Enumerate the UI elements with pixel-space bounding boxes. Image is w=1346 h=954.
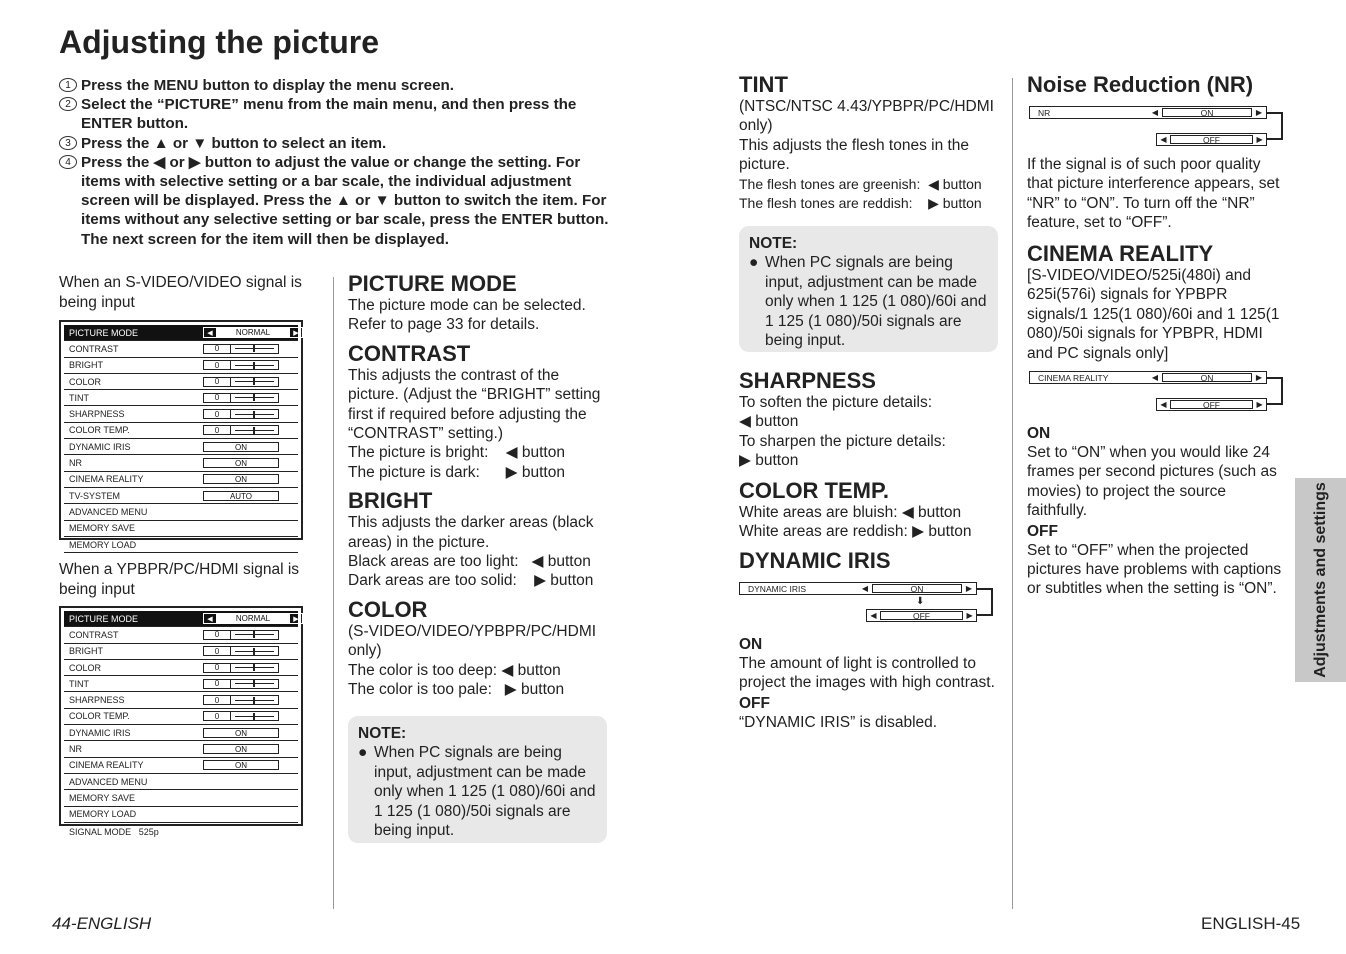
menu-row: PICTURE MODE ◀ NORMAL ▶	[64, 611, 298, 627]
dynamic-iris-osd: DYNAMIC IRIS ◀ ON ▶	[739, 582, 977, 595]
menu-row: BRIGHT 0	[64, 358, 298, 374]
loop-bracket	[1267, 377, 1283, 405]
sharpness-heading: SHARPNESS	[739, 368, 876, 393]
column-divider	[1012, 78, 1013, 909]
page-number-right: ENGLISH-45	[1201, 914, 1301, 933]
left-arrow-icon: ◀	[870, 611, 877, 620]
adjust-bar: 0	[203, 711, 279, 721]
adjust-bar: 0	[203, 344, 279, 354]
nr-osd: NR ◀ ON ▶	[1029, 106, 1267, 119]
adjust-bar: 0	[203, 377, 279, 387]
column-3-lower: SHARPNESS To soften the picture details: ◀ button To sharpen the picture details: ▶ button COLOR TEMP. White areas are bluish: ◀ button White areas are reddish: ▶ button DYNAMIC IRIS	[739, 369, 1001, 573]
adjust-bar: 0	[203, 425, 279, 435]
signal-mode: SIGNAL MODE 525p	[69, 826, 159, 837]
cinema-reality-desc: ON Set to “ON” when you would like 24 frames per second pictures (such as movies) to project the source faithfully. OFF Set to “OFF” when the projected pictures have problems with captions or subtitles when the setting is “ON”.	[1027, 425, 1282, 598]
adjust-bar: 0	[203, 630, 279, 640]
page-title: Adjusting the picture	[59, 24, 379, 60]
left-arrow-icon: ◀	[207, 329, 213, 337]
step-2: 2 Select the “PICTURE” menu from the main menu, and then press the ENTER button.	[59, 95, 614, 133]
adjust-bar: 0	[203, 679, 279, 689]
menu-row: ADVANCED MENU	[64, 774, 298, 790]
loop-bracket	[977, 588, 993, 616]
color-temp-heading: COLOR TEMP.	[739, 477, 889, 503]
loop-bracket	[1267, 112, 1283, 140]
menu-row: SHARPNESS 0	[64, 406, 298, 422]
column-3: TINT (NTSC/NTSC 4.43/YPBPR/PC/HDMI only) This adjusts the flesh tones in the picture. The flesh tones are greenish: ◀ button The flesh tones are reddish: ▶ button	[739, 73, 1001, 213]
menu-row: SHARPNESS 0	[64, 692, 298, 708]
menu-row: NR ON	[64, 455, 298, 471]
adjust-bar: 0	[203, 663, 279, 673]
menu-row: MEMORY SAVE	[64, 521, 298, 537]
menu-row: CONTRAST 0	[64, 627, 298, 643]
menu-row: COLOR 0	[64, 660, 298, 676]
nr-osd-off: ◀ OFF ▶	[1156, 133, 1267, 146]
bullet-icon: ●	[749, 254, 759, 272]
right-arrow-icon: ▶	[1255, 108, 1263, 117]
menu-row: ADVANCED MENU	[64, 504, 298, 520]
menu-row: PICTURE MODE ◀ NORMAL ▶	[64, 325, 298, 341]
column-divider	[333, 277, 334, 909]
menu-row: TINT 0	[64, 390, 298, 406]
right-arrow-icon: ▶	[1256, 135, 1263, 144]
menu-row: CONTRAST 0	[64, 341, 298, 357]
menu-row: TV-SYSTEM AUTO	[64, 488, 298, 504]
menu-row: COLOR 0	[64, 374, 298, 390]
column-4	[1027, 73, 1289, 97]
step-1: 1 Press the MENU button to display the menu screen.	[59, 76, 614, 95]
menu1-caption: When an S-VIDEO/VIDEO signal is being input	[59, 274, 302, 311]
left-arrow-icon: ◀	[1160, 400, 1167, 409]
adjust-bar: 0	[203, 360, 279, 370]
bullet-icon: ●	[358, 744, 368, 762]
right-arrow-icon: ▶	[1256, 400, 1263, 409]
page-number-left: 44-ENGLISH	[52, 914, 152, 933]
adjust-bar: 0	[203, 409, 279, 419]
picture-mode-heading: PICTURE MODE	[348, 271, 517, 296]
right-arrow-icon: ▶	[966, 611, 973, 620]
picture-menu-ypbpr	[59, 606, 303, 837]
side-tab: Adjustments and settings	[1295, 478, 1346, 682]
tint-heading: TINT	[739, 72, 788, 97]
menu-row: CINEMA REALITY ON	[64, 472, 298, 488]
instruction-steps	[59, 76, 614, 249]
nr-heading: Noise Reduction (NR)	[1027, 72, 1254, 97]
left-arrow-icon: ◀	[1151, 373, 1159, 382]
menu-row: DYNAMIC IRIS ON	[64, 439, 298, 455]
menu-row: MEMORY SAVE	[64, 790, 298, 806]
left-arrow-icon: ◀	[1151, 108, 1159, 117]
step-4: 4 Press the ◀ or ▶ button to adjust the value or change the setting. For items with selective setting or a bar scale, the individual adjustment screen will be displayed. Press the ▲ or ▼ button to switch the item. For items without any selective setting or bar scale, press the ENTER button. The next screen for the item will then be displayed.	[59, 153, 614, 249]
adjust-bar: 0	[203, 646, 279, 656]
column-2: PICTURE MODE The picture mode can be selected. Refer to page 33 for details. CONTRAST This adjusts the contrast of the picture. (Adjust the “BRIGHT” setting first if required before adjusting the “CONTRAST” setting.) The picture is bright: ◀ button The picture is dark: ▶ button BRIGHT This adjusts the darker areas (black areas) in the picture. Black areas are too light: ◀ button Dark areas are too solid: ▶ button COLOR (S-VIDEO/VIDEO/YPBPR/PC/HDMI only) The color is too deep: ◀ button The color is too pale: ▶ button	[348, 272, 610, 700]
right-arrow-icon: ▶	[1255, 373, 1263, 382]
dynamic-iris-osd-off: ◀ OFF ▶	[866, 609, 977, 622]
step-3: 3 Press the ▲ or ▼ button to select an item.	[59, 134, 614, 153]
left-arrow-icon: ◀	[207, 615, 213, 623]
menu-row: MEMORY LOAD	[64, 537, 298, 553]
menu2-caption: When a YPBPR/PC/HDMI signal is being input	[59, 561, 300, 598]
right-arrow-icon: ▶	[965, 584, 973, 593]
left-arrow-icon: ◀	[861, 584, 869, 593]
right-arrow-icon: ▶	[293, 329, 299, 337]
menu-row: BRIGHT 0	[64, 644, 298, 660]
menu-row: NR ON	[64, 741, 298, 757]
bright-heading: BRIGHT	[348, 488, 433, 514]
menu-row: CINEMA REALITY ON	[64, 758, 298, 774]
cinema-reality-section: CINEMA REALITY [S-VIDEO/VIDEO/525i(480i) and 625i(576i) signals for YPBPR signals/1 125(1 080)/60i and 1 125(1 080)/50i signals for YPBPR, HDMI and PC signals only]	[1027, 242, 1289, 363]
adjust-bar: 0	[203, 695, 279, 705]
picture-menu-svideo	[59, 320, 303, 550]
cinema-reality-osd: CINEMA REALITY ◀ ON ▶	[1029, 371, 1267, 384]
nr-desc: If the signal is of such poor quality that picture interference appears, set “NR” to “ON”. To turn off the “NR” feature, set to “OFF”.	[1027, 156, 1280, 232]
menu-row: TINT 0	[64, 676, 298, 692]
dynamic-iris-heading: DYNAMIC IRIS	[739, 548, 891, 574]
note-box: NOTE: ● When PC signals are being input, adjustment can be made only when 1 125 (1 080)/60i and 1 125 (1 080)/50i signals are being input.	[348, 716, 607, 843]
contrast-heading: CONTRAST	[348, 340, 471, 366]
menu-row: DYNAMIC IRIS ON	[64, 725, 298, 741]
menu-row: MEMORY LOAD	[64, 807, 298, 823]
menu-row: COLOR TEMP. 0	[64, 423, 298, 439]
left-arrow-icon: ◀	[1160, 135, 1167, 144]
color-heading: COLOR	[348, 596, 428, 622]
adjust-bar: 0	[203, 393, 279, 403]
right-arrow-icon: ▶	[293, 615, 299, 623]
cinema-reality-heading: CINEMA REALITY	[1027, 241, 1214, 266]
down-arrow-icon: ⬇	[916, 596, 925, 607]
cinema-reality-osd-off: ◀ OFF ▶	[1156, 398, 1267, 411]
dynamic-iris-desc: ON The amount of light is controlled to project the images with high contrast. OFF “DYNAMIC IRIS” is disabled.	[739, 636, 995, 731]
note-box: NOTE: ● When PC signals are being input, adjustment can be made only when 1 125 (1 080)/60i and 1 125 (1 080)/50i signals are being input.	[739, 226, 998, 352]
menu-row: COLOR TEMP. 0	[64, 709, 298, 725]
